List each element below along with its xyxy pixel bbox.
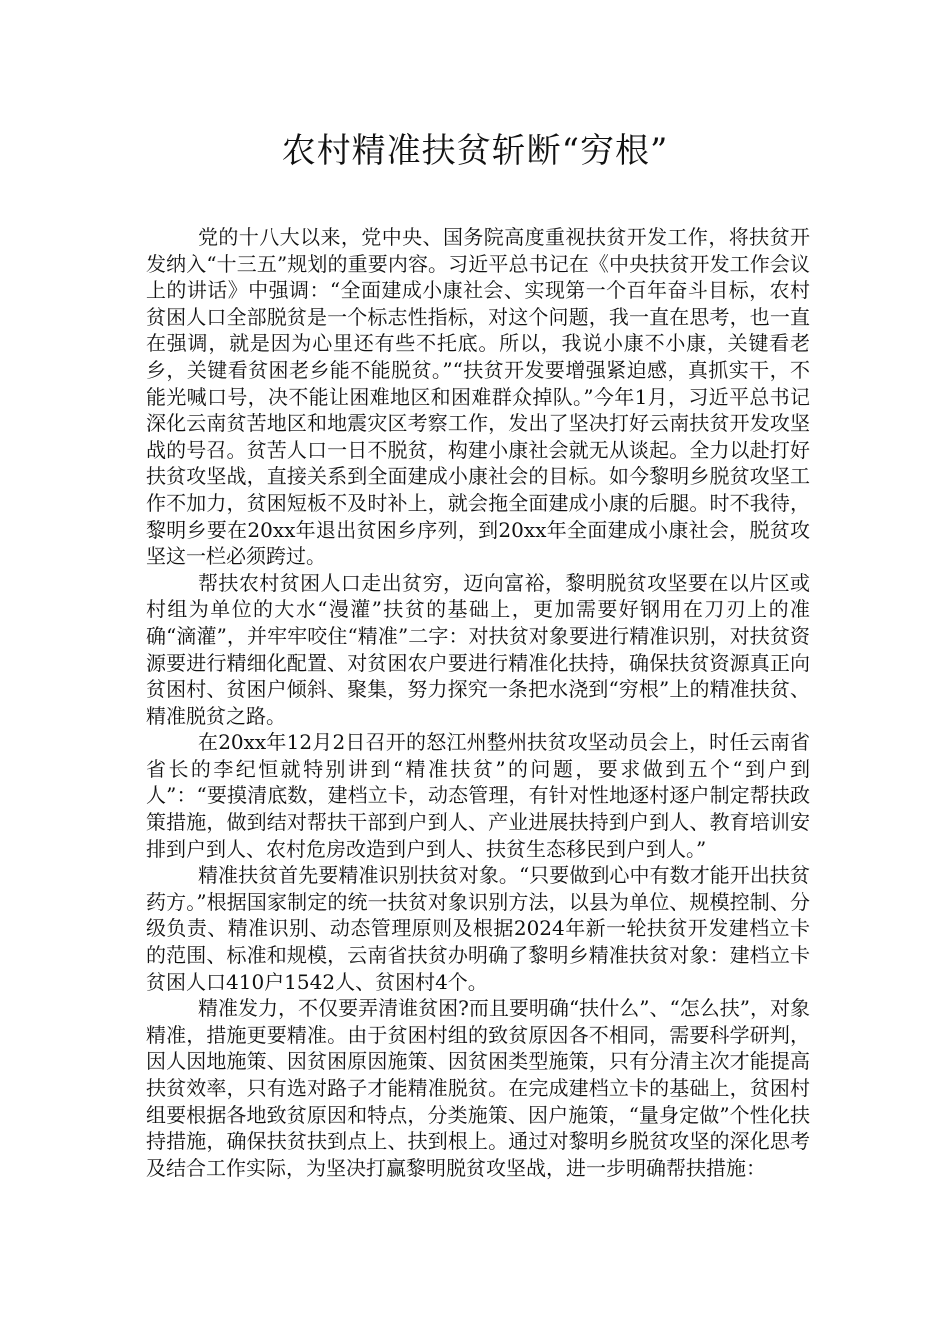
paragraph-3: 在20xx年12月2日召开的怒江州整州扶贫攻坚动员会上，时任云南省省长的李纪恒就特别讲到“精准扶贫”的问题，要求做到五个“到户到人”：“要摸清底数，建档立卡，动态管理，有针对性地逐村逐户制定帮扶政策措施，做到结对帮扶干部到户到人、产业进展扶持到户到人、教育培训安排到户到人、农村危房改造到户到人、扶贫生态移民到户到人。” [146,730,810,861]
paragraph-2: 帮扶农村贫困人口走出贫穷，迈向富裕，黎明脱贫攻坚要在以片区或村组为单位的大水“漫灌”扶贫的基础上，更加需要好钢用在刀刃上的准确“滴灌”，并牢牢咬住“精准”二字：对扶贫对象要进行精准识别，对扶贫资源要进行精细化配置、对贫困农户要进行精准化扶持，确保扶贫资源真正向贫困村、贫困户倾斜、聚集，努力探究一条把水浇到“穷根”上的精准扶贫、精准脱贫之路。 [146,570,810,728]
paragraph-5: 精准发力，不仅要弄清谁贫困?而且要明确“扶什么”、“怎么扶”，对象精准，措施更要精准。由于贫困村组的致贫原因各不相同，需要科学研判，因人因地施策、因贫困原因施策、因贫困类型施策，只有分清主次才能提高扶贫效率，只有选对路子才能精准脱贫。在完成建档立卡的基础上，贫困村组要根据各地致贫原因和特点，分类施策、因户施策，“量身定做”个性化扶持措施，确保扶贫扶到点上、扶到根上。通过对黎明乡脱贫攻坚的深化思考及结合工作实际，为坚决打赢黎明脱贫攻坚战，进一步明确帮扶措施： [146,996,810,1180]
document-title: 农村精准扶贫斩断“穷根” [281,131,669,171]
document-body [146,224,810,1181]
paragraph-4: 精准扶贫首先要精准识别扶贫对象。“只要做到心中有数才能开出扶贫药方。”根据国家制定的统一扶贫对象识别方法，以县为单位、规模控制、分级负责、精准识别、动态管理原则及根据2024年新一轮扶贫开发建档立卡的范围、标准和规模，云南省扶贫办明确了黎明乡精准扶贫对象：建档立卡贫困人口410户1542人、贫困村4个。 [146,863,810,994]
paragraph-1: 党的十八大以来，党中央、国务院高度重视扶贫开发工作，将扶贫开发纳入“十三五”规划的重要内容。习近平总书记在《中央扶贫开发工作会议上的讲话》中强调：“全面建成小康社会、实现第一个百年奋斗目标，农村贫困人口全部脱贫是一个标志性指标，对这个问题，我一直在思考，也一直在强调，就是因为心里还有些不托底。所以，我说小康不小康，关键看老乡，关键看贫困老乡能不能脱贫。”“扶贫开发要增强紧迫感，真抓实干，不能光喊口号，决不能让困难地区和困难群众掉队。”今年1月，习近平总书记深化云南贫苦地区和地震灾区考察工作，发出了坚决打好云南扶贫开发攻坚战的号召。贫苦人口一日不脱贫，构建小康社会就无从谈起。全力以赴打好扶贫攻坚战，直接关系到全面建成小康社会的目标。如今黎明乡脱贫攻坚工作不加力，贫困短板不及时补上，就会拖全面建成小康的后腿。时不我待，黎明乡要在20xx年退出贫困乡序列，到20xx年全面建成小康社会，脱贫攻坚这一栏必须跨过。 [146,225,810,569]
